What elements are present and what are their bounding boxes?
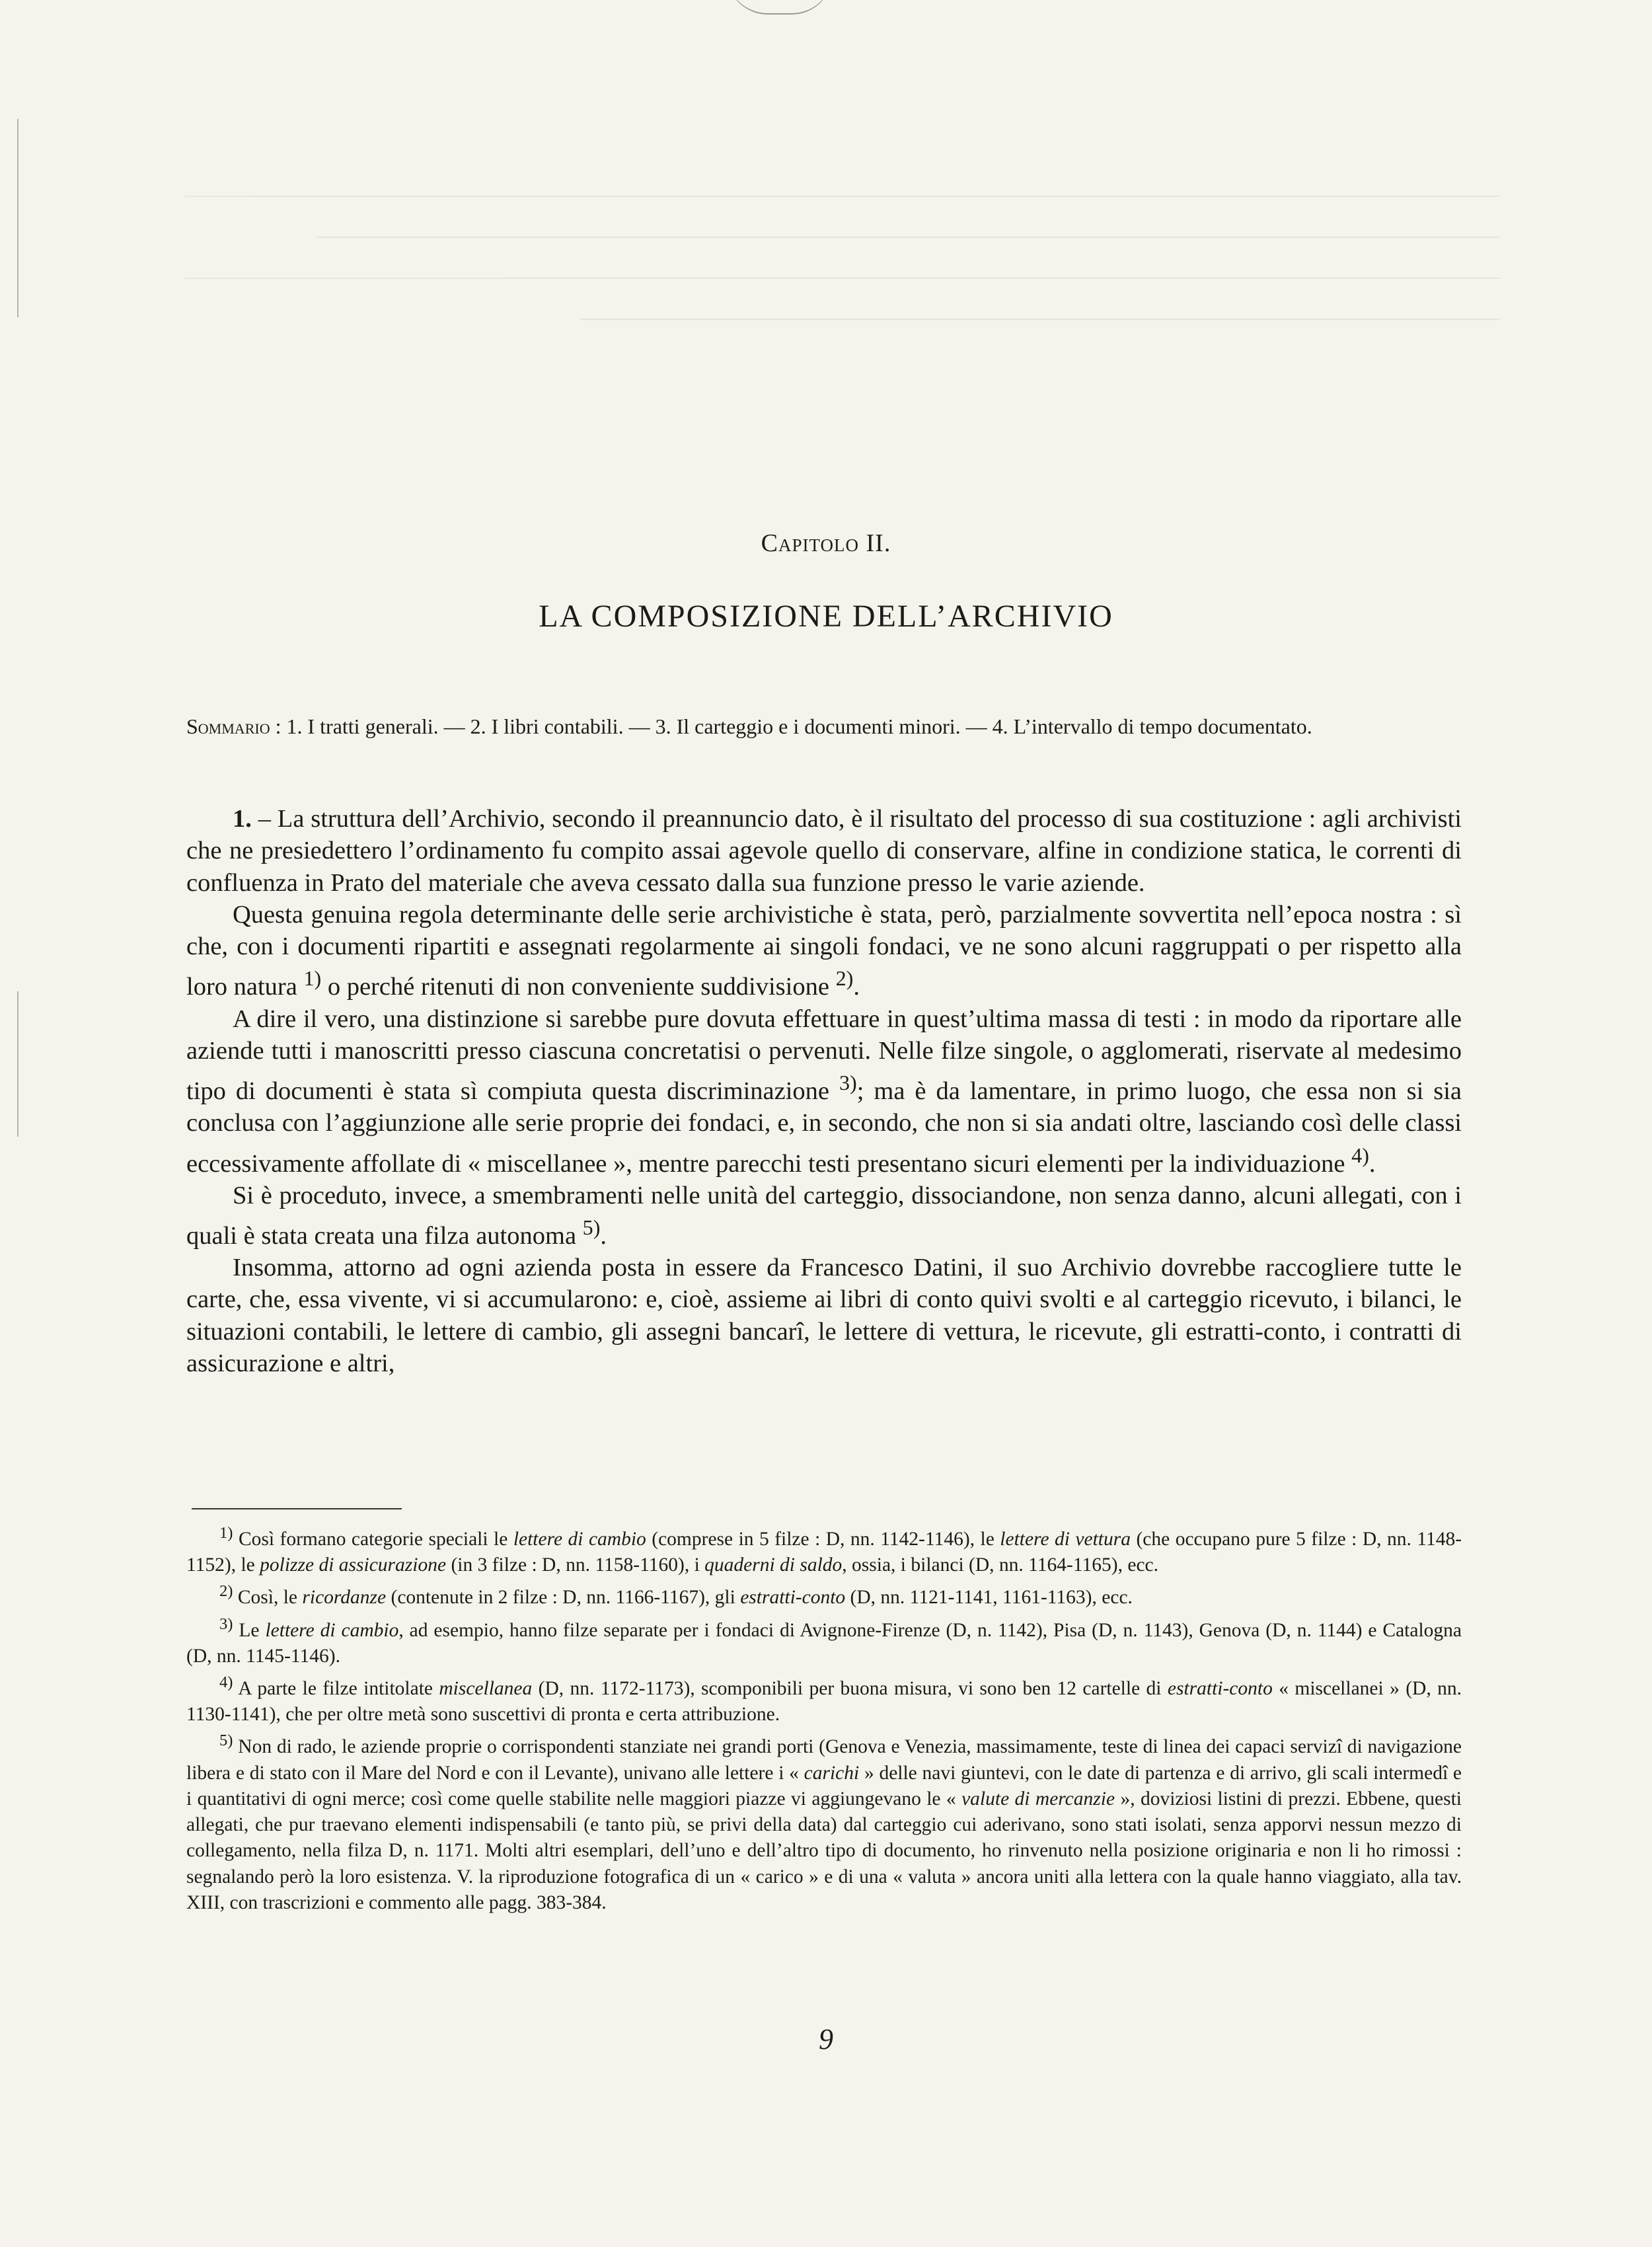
paragraph-3: A dire il vero, una distinzione si sarebbe pure dovuta effettuare in quest’ultima massa di testi : in modo da riportare alle aziende tutti i manoscritti presso ciascuna concretatisi o pervenuti. Nelle filze singole, o agglomerati, riservate al medesimo tipo di documenti è stata sì compiuta questa discriminazione $^{3)}$; ma è da lamentare, in primo luogo, che essa non si sia conclusa con l’aggiunzione alle serie proprie dei fondaci, e, in secondo, che non si sia andati oltre, lasciando così delle classi eccessivamente affollate di « miscellanee », mentre parecchi testi presentano sicuri elementi per la individuazione $^{4)}$. [186,1005,1462,1178]
chapter-label [0,529,1652,558]
paragraph-4: Si è proceduto, invece, a smembramenti nelle unità del carteggio, dissociandone, non senza danno, alcuni allegati, con i quali è stata creata una filza autonoma $^{5)}$. [186,1181,1462,1250]
footnote-ref: 3) [839,1071,857,1095]
page-number: 9 [819,2023,833,2055]
chapter-label-text: Capitolo II. [761,529,891,557]
section-number: 1. [233,805,252,833]
footnote-ref: 4) [1351,1143,1369,1167]
footnote-1: $^{1)}$ Così formano categorie speciali le lettere di cambio (comprese in 5 filze : D, nn. 1142-1146), le lettere di vettura (che occupano pure 5 filze : D, nn. 1148-1152), le polizze di assicurazione (in 3 filze : D, nn. 1158-1160), i quaderni di saldo, ossia, i bilanci (D, nn. 1164-1165), ecc. [186,1524,1462,1576]
chapter-summary [186,711,1508,742]
chapter-title: LA COMPOSIZIONE DELL’ARCHIVIO [539,599,1113,634]
footnote-rule [192,1508,402,1509]
bleed-through [185,165,1500,329]
footnote-4: $^{4)}$ A parte le filze intitolate miscellanea (D, nn. 1172-1173), scomponibili per buona misura, vi sono ben 12 cartelle di estratti-conto « miscellanei » (D, nn. 1130-1141), che per oltre metà sono suscettivi di pronta e certa attribuzione. [186,1673,1462,1726]
footnote-ref: 2) [835,966,854,991]
footnote-ref: 5) [582,1215,601,1240]
footnote-2: $^{2)}$ Così, le ricordanze (contenute in 2 filze : D, nn. 1166-1167), gli estratti-conto (D, nn. 1121-1141, 1161-1163), ecc. [219,1582,1133,1609]
paragraph-5: Insomma, attorno ad ogni azienda posta in essere da Francesco Datini, il suo Archivio dovrebbe raccogliere tutte le carte, che, essa vivente, vi si accumularono: e, cioè, assieme ai libri di conto quivi svolti e al carteggio ricevuto, i bilanci, le situazioni contabili, le lettere di cambio, gli assegni bancarî, le lettere di vettura, le ricevute, gli estratti-conto, i contratti di assicurazione e altri, [186,1254,1462,1378]
footnote-ref: 1) [303,966,322,991]
body-text [186,803,1462,1379]
footnote-3: $^{3)}$ Le lettere di cambio, ad esempio, hanno filze separate per i fondaci di Avignone-Firenze (D, n. 1142), Pisa (D, n. 1143), Genova (D, n. 1144) e Catalogna (D, nn. 1145-1146). [186,1615,1462,1667]
footnote-5: $^{5)}$ Non di rado, le aziende proprie o corrispondenti stanziate nei grandi porti (Genova e Venezia, massimamente, teste di linea dei capaci servizî di navigazione libera e di stato con il Mare del Nord e con il Levante), univano alle lettere i « carichi » delle navi giuntevi, con le date di partenza e di arrivo, gli scali intermedî e i quantitativi di ogni merce; così come quelle stabilite nelle maggiori piazze vi aggiungevano le « valute di mercanzie », doviziosi listini di prezzi. Ebbene, questi allegati, che pur traevano elementi indispensabili (e tanto più, se privi della data) dal carteggio cui aderivano, sono stati isolati, senza apporvi nessun mezzo di collegamento, nella filza D, n. 1171. Molti altri esemplari, dell’uno e dell’altro tipo di documento, ho rinvenuto nella posizione originaria e non li ho rimossi : segnalando però la loro esistenza. V. la riproduzione fotografica di un « carico » e di una « valuta » ancora uniti alla lettera con la quale hanno viaggiato, alla tav. XIII, con trascrizioni e commento alle pagg. 383-384. [186,1732,1462,1913]
paragraph-1: 1. – La struttura dell’Archivio, secondo il preannuncio dato, è il risultato del processo di sua costituzione : agli archivisti che ne presiedettero l’ordinamento fu compito assai agevole quello di conservare, alfine in condizione statica, le correnti di confluenza in Prato del materiale che aveva cessato dalla sua funzione presso le varie aziende. [186,805,1462,897]
summary-label: Sommario : [186,714,282,738]
page-edge-mark [17,119,19,317]
footnotes [186,1520,1462,1916]
page-edge-mark [17,991,19,1137]
paragraph-2: Questa genuina regola determinante delle serie archivistiche è stata, però, parzialmente sovvertita nell’epoca nostra : sì che, con i documenti ripartiti e assegnati regolarmente ai singoli fondaci, ve ne sono alcuni raggruppati o per rispetto alla loro natura $^{1)}$ o perché ritenuti di non conveniente suddivisione $^{2)}$. [186,900,1462,1001]
summary-text: 1. I tratti generali. — 2. I libri contabili. — 3. Il carteggio e i documenti minori. — 4. L’intervallo di tempo documentato. [286,714,1312,738]
binding-mark [727,0,833,15]
